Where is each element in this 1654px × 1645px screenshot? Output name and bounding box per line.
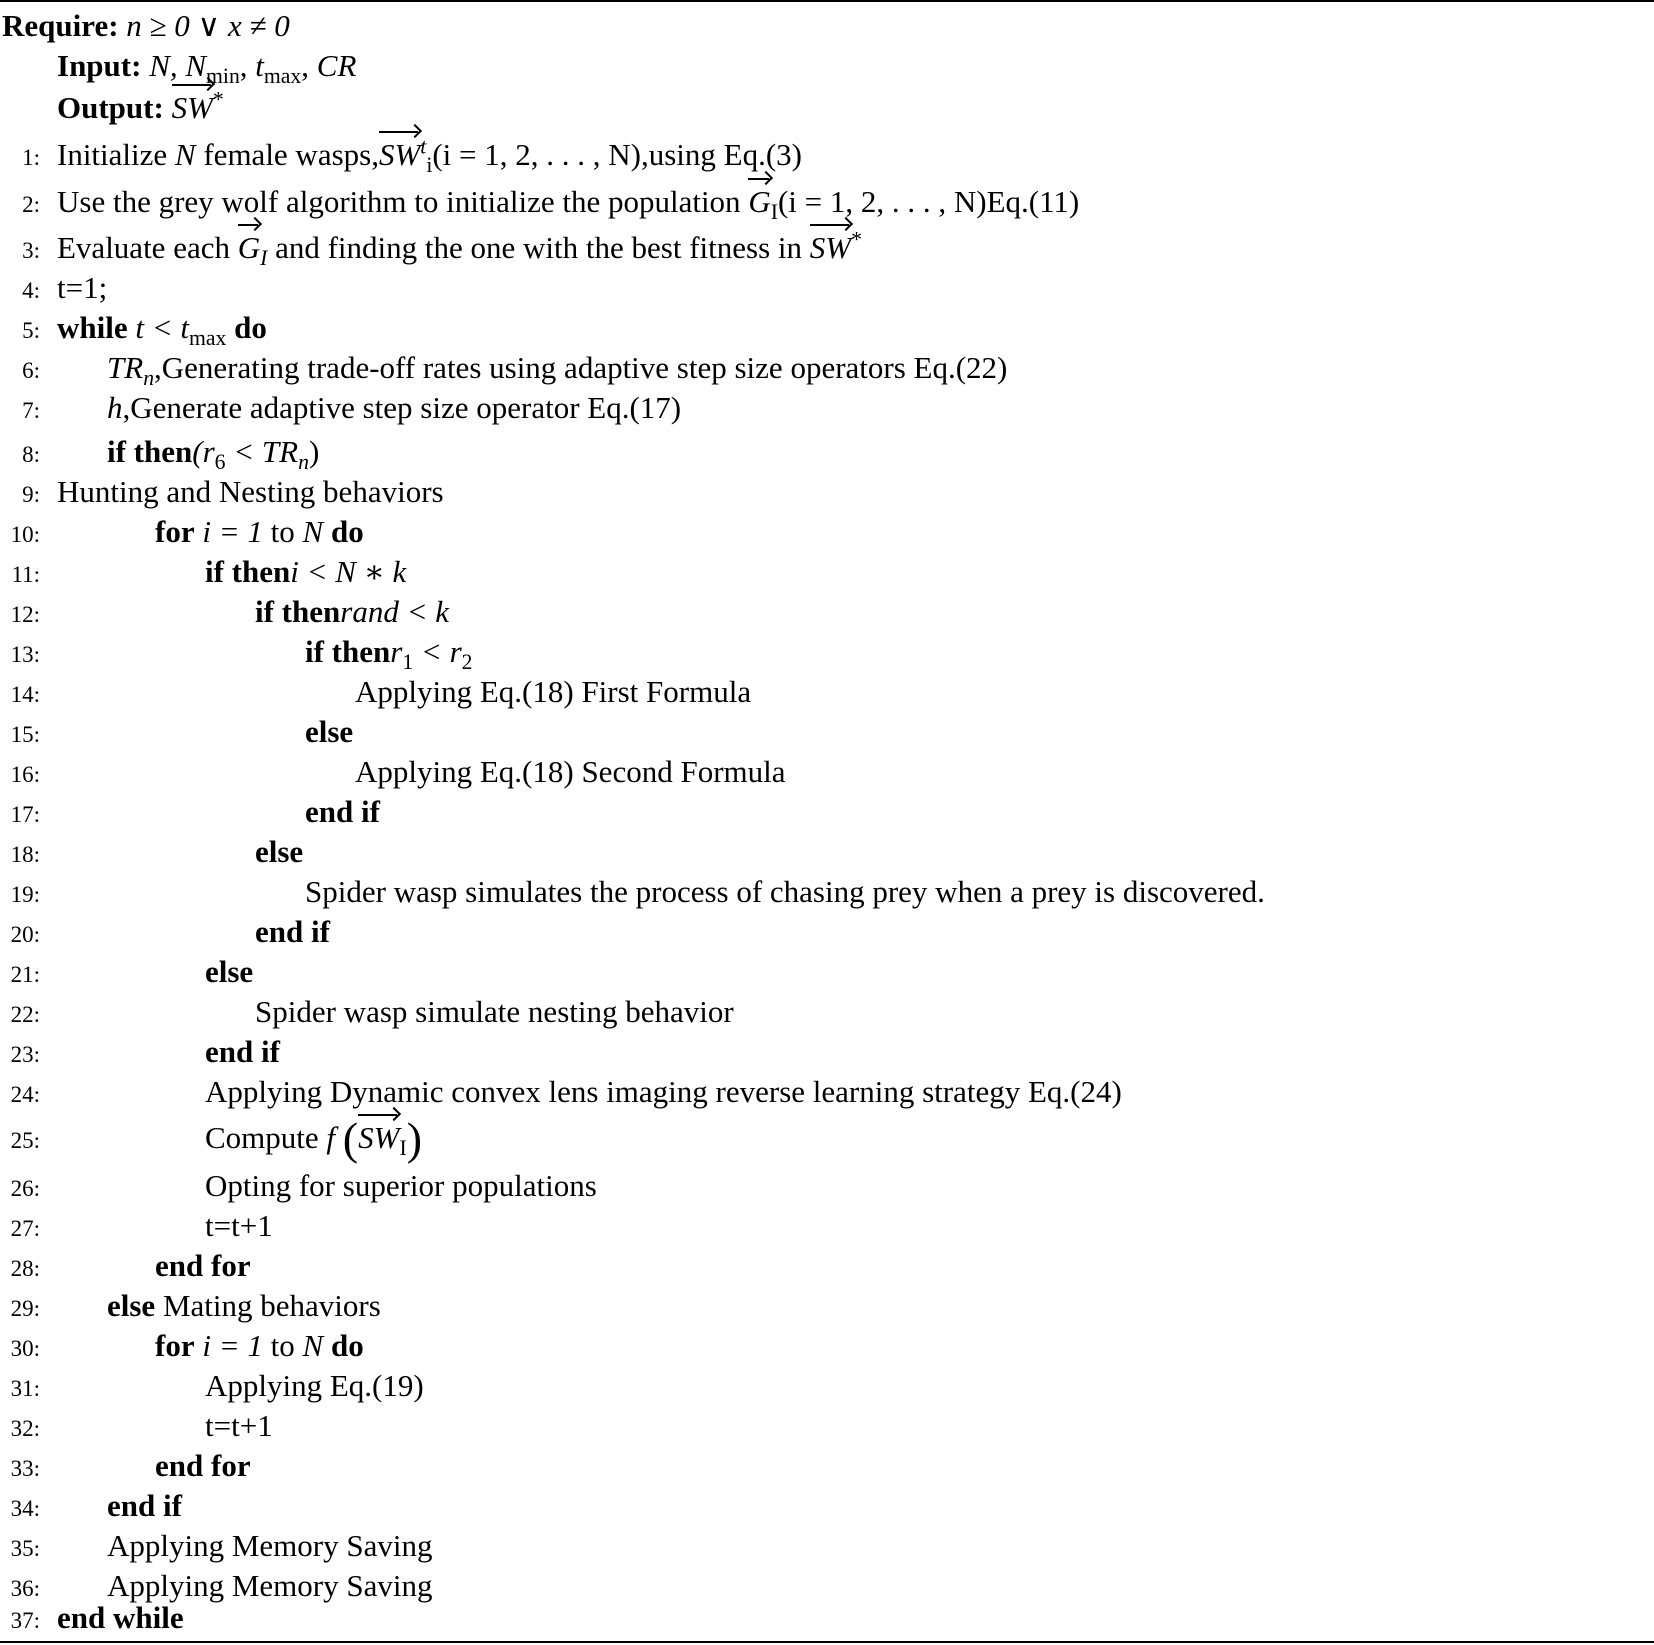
line-number: 3: <box>22 238 40 263</box>
require-expr: n ≥ 0 ∨ x ≠ 0 <box>126 8 290 43</box>
output-star: * <box>212 87 224 112</box>
line-text: Initialize <box>57 137 175 172</box>
line-number: 22: <box>10 1002 40 1027</box>
math-expr: < r <box>413 634 462 669</box>
line-number: 23: <box>10 1042 40 1067</box>
math-expr: i < N ∗ k <box>290 554 407 589</box>
line-text: (i = 1, 2, . . . , N)Eq.(11) <box>777 184 1080 219</box>
line-text: Spider wasp simulate nesting behavior <box>255 994 734 1029</box>
line-text: Compute <box>205 1120 327 1155</box>
line-text: female wasps, <box>195 137 379 172</box>
math-expr: f <box>326 1120 336 1155</box>
subscript: i <box>426 153 433 178</box>
line-number: 37: <box>10 1608 40 1633</box>
subscript: 6 <box>214 450 226 475</box>
line-number: 17: <box>10 802 40 827</box>
line-text: Applying Eq.(18) First Formula <box>355 674 752 709</box>
line-number: 1: <box>22 145 40 170</box>
line-number: 35: <box>10 1536 40 1561</box>
output-var: SW <box>172 88 213 128</box>
vector-sw: SW <box>358 1118 399 1158</box>
keyword: do <box>330 514 364 549</box>
line-number: 4: <box>22 278 40 303</box>
line-number: 36: <box>10 1576 40 1601</box>
line-number: 5: <box>22 318 40 343</box>
line-text: ,Generating trade-off rates using adaptive step size operators Eq.(22) <box>154 350 1008 385</box>
subscript: I <box>260 246 268 271</box>
line-number: 32: <box>10 1416 40 1441</box>
math-expr: i = 1 <box>202 1328 263 1363</box>
line-text: t=t+1 <box>205 1408 273 1443</box>
bottom-rule <box>0 1641 1654 1643</box>
subscript: I <box>399 1136 407 1161</box>
vector-g: G <box>748 182 770 222</box>
line-number: 24: <box>10 1082 40 1107</box>
vector-sw: SW <box>810 228 851 268</box>
keyword: end if <box>255 914 330 949</box>
line-number: 33: <box>10 1456 40 1481</box>
line-text: ,Generate adaptive step size operator Eq.(17) <box>122 390 682 425</box>
math-expr: < TR <box>225 434 299 469</box>
line-text: t=1; <box>57 270 108 305</box>
math-expr: (r <box>192 434 215 469</box>
line-number: 34: <box>10 1496 40 1521</box>
line-number: 15: <box>10 722 40 747</box>
right-paren: ) <box>406 1113 423 1164</box>
keyword: if then <box>305 634 391 669</box>
line-number: 9: <box>22 482 40 507</box>
line-number: 2: <box>22 192 40 217</box>
line-text: Hunting and Nesting behaviors <box>57 474 444 509</box>
line-number: 6: <box>22 358 40 383</box>
var-N: N <box>302 514 324 549</box>
subscript: n <box>143 366 155 391</box>
keyword: else <box>305 714 354 749</box>
math-expr: t < t <box>135 310 190 345</box>
superscript: t <box>420 134 427 159</box>
keyword: do <box>330 1328 364 1363</box>
subscript: 2 <box>461 650 473 675</box>
line-number: 10: <box>10 522 40 547</box>
math-expr: ) <box>308 434 320 469</box>
line-text: Mating behaviors <box>155 1288 381 1323</box>
input-t: t <box>255 48 264 83</box>
keyword: else <box>255 834 304 869</box>
var-N: N <box>302 1328 324 1363</box>
keyword: end while <box>57 1600 184 1635</box>
line-text: to <box>262 1328 303 1363</box>
line-number: 25: <box>10 1128 40 1153</box>
line-text: Applying Dynamic convex lens imaging reverse learning strategy Eq.(24) <box>205 1074 1122 1109</box>
keyword: for <box>155 514 195 549</box>
vector-g: G <box>238 228 260 268</box>
line-number: 27: <box>10 1216 40 1241</box>
keyword: end for <box>155 1248 251 1283</box>
keyword: end if <box>305 794 380 829</box>
vector-sw: SW <box>379 135 420 175</box>
require-label: Require: <box>2 8 119 43</box>
top-rule <box>0 0 1654 2</box>
line-number: 21: <box>10 962 40 987</box>
keyword: end if <box>205 1034 280 1069</box>
keyword: if then <box>255 594 341 629</box>
line-text: Applying Memory Saving <box>107 1568 433 1603</box>
input-tmax-sub: max <box>263 64 302 89</box>
subscript: max <box>189 326 227 351</box>
line-number: 28: <box>10 1256 40 1281</box>
subscript: n <box>298 450 309 475</box>
math-expr: TR <box>107 350 144 385</box>
keyword: end for <box>155 1448 251 1483</box>
superscript: * <box>851 227 862 252</box>
line-number: 12: <box>10 602 40 627</box>
line-text: Applying Memory Saving <box>107 1528 433 1563</box>
line-text: Applying Eq.(18) Second Formula <box>355 754 786 789</box>
keyword: for <box>155 1328 195 1363</box>
math-expr: rand < k <box>340 594 449 629</box>
line-number: 26: <box>10 1176 40 1201</box>
line-text: Evaluate each <box>57 230 238 265</box>
input-cr: CR <box>316 48 357 83</box>
line-text: to <box>262 514 303 549</box>
line-text: Opting for superior populations <box>205 1168 597 1203</box>
input-nmin-sub: min <box>206 64 240 89</box>
line-number: 13: <box>10 642 40 667</box>
line-text: Applying Eq.(19) <box>205 1368 424 1403</box>
keyword: while <box>57 310 128 345</box>
keyword: else <box>107 1288 156 1323</box>
line-number: 31: <box>10 1376 40 1401</box>
line-number: 20: <box>10 922 40 947</box>
line-number: 30: <box>10 1336 40 1361</box>
line-text: (i = 1, 2, . . . , N),using Eq.(3) <box>432 137 802 172</box>
line-text: and finding the one with the best fitness in <box>267 230 810 265</box>
keyword: if then <box>107 434 193 469</box>
left-paren: ( <box>342 1113 359 1164</box>
math-expr: h <box>107 390 123 425</box>
line-number: 7: <box>22 398 40 423</box>
input-label: Input: <box>57 48 142 83</box>
line-text: Use the grey wolf algorithm to initialize the population <box>57 184 749 219</box>
math-expr: r <box>390 634 403 669</box>
line-number: 19: <box>10 882 40 907</box>
subscript: I <box>770 200 778 225</box>
keyword: if then <box>205 554 291 589</box>
keyword: do <box>234 310 267 345</box>
keyword: else <box>205 954 254 989</box>
math-expr: i = 1 <box>202 514 263 549</box>
line-number: 29: <box>10 1296 40 1321</box>
line-number: 11: <box>11 562 40 587</box>
line-number: 8: <box>22 442 40 467</box>
subscript: 1 <box>402 650 414 675</box>
line-text: t=t+1 <box>205 1208 273 1243</box>
output-label: Output: <box>57 90 164 125</box>
keyword: end if <box>107 1488 182 1523</box>
var-N: N <box>174 137 196 172</box>
line-text: Spider wasp simulates the process of chasing prey when a prey is discovered. <box>305 874 1265 909</box>
line-number: 14: <box>10 682 40 707</box>
input-vars: N, N <box>149 48 207 83</box>
line-number: 16: <box>10 762 40 787</box>
line-number: 18: <box>10 842 40 867</box>
